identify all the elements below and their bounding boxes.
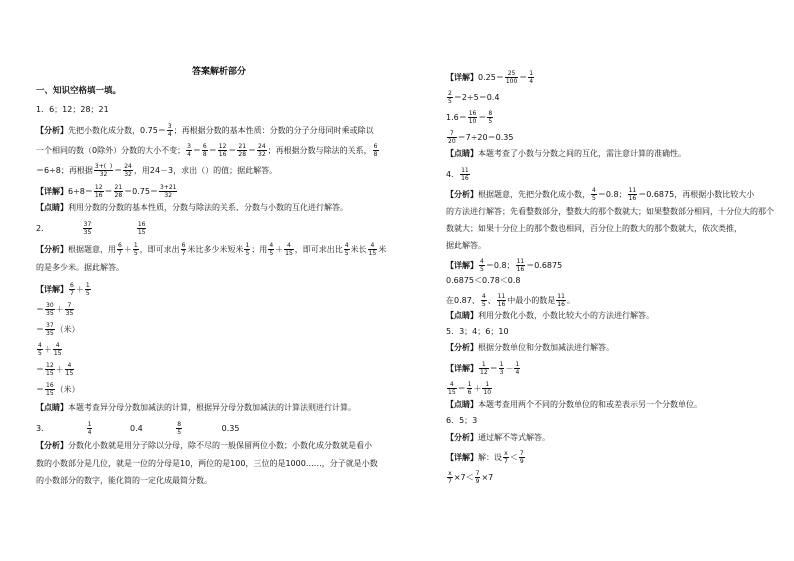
q5-answer: 5．3；4；6；10	[446, 327, 509, 336]
q4-result: 在0.87、 $\frac{4}{5}$ 、 $\frac{11}{16}$ 中最小的数是 $\frac{11}{16}$ 。	[446, 293, 575, 308]
q1-analysis-line3: ＝6÷8；再根据 $\frac{3+( )}{32}$ ＝ $\frac{24}{32}$ ，用24－3，求出（）的值；据此解答。	[36, 163, 278, 178]
q1-answer: 1．6；12；28；21	[36, 105, 109, 114]
q2-detail-6: ＝ $\frac{16}{15}$ （米）	[36, 382, 80, 397]
q3-analysis-line1: 【分析】分数化小数就是用分子除以分母，除不尽的一般保留两位小数；小数化成分数就是看小	[36, 441, 372, 450]
q2-answer: 2． $\frac{37}{35}$ $\frac{16}{15}$	[36, 221, 146, 236]
q4-answer: 4． $\frac{11}{16}$	[446, 167, 469, 182]
q5-detail-2: $\frac{4}{15}$ ＝ $\frac{1}{6}$ ＋ $\frac{1}{10}$	[448, 381, 492, 396]
q5-comment: 【点睛】本题考查用两个不同的分数单位的和或差表示另一个分数单位。	[446, 400, 702, 409]
q4-detail: 【详解】 $\frac{4}{5}$ ＝0.8； $\frac{11}{16}$ ＝0.6875	[446, 258, 563, 273]
q3-detail-3: 1.6＝ $\frac{16}{10}$ ＝ $\frac{8}{5}$	[446, 110, 493, 125]
q2-detail-1: 【详解】 $\frac{6}{7}$ ＋ $\frac{1}{5}$	[36, 282, 90, 297]
q3-detail-1: 【详解】0.25＝ $\frac{25}{100}$ ＝ $\frac{1}{4}$	[446, 70, 534, 85]
q2-detail-3: ＝ $\frac{37}{35}$ （米）	[36, 322, 80, 337]
q4-analysis-line3: 数就大；如果十分位上的那个数也相同，百分位上的数大的那个数就大，依次类推，	[446, 224, 742, 233]
q3-detail-2: $\frac{2}{5}$ ＝2÷5＝0.4	[448, 90, 500, 105]
q2-detail-5: ＝ $\frac{12}{15}$ ＋ $\frac{4}{15}$	[36, 362, 74, 377]
q4-analysis-line1: 【分析】根据题意，先把分数化成小数， $\frac{4}{5}$ ＝0.8； $\frac{11}{16}$ ＝0.6875，再根据小数比较大小	[446, 187, 755, 202]
q2-detail-4: $\frac{4}{5}$ ＋ $\frac{4}{15}$	[38, 342, 62, 357]
q4-compare: 0.6875＜0.78＜0.8	[446, 276, 521, 285]
q6-detail-1: 【详解】解：设 $\frac{x}{7}$ ＜ $\frac{7}{9}$	[446, 450, 524, 465]
q2-analysis-line1: 【分析】根据题意，用 $\frac{6}{7}$ ＋ $\frac{1}{5}$ ，即可求出 $\frac{6}{7}$ 米比多少米短米 $\frac{1}{5}$ ；用 $\frac{4}{5}$ ＋ $\frac{4}{15}$ ，即可求出比 $\frac{4}{5}$ 米长 $\frac{4}{15}$ 米	[36, 242, 387, 257]
page-title: 答案解析部分	[192, 67, 247, 77]
q1-comment: 【点睛】利用分数的分数的基本性质，分数与除法的关系、分数与小数的互化进行解答。	[36, 203, 348, 212]
q6-detail-2: $\frac{x}{7}$ ×7＜ $\frac{7}{9}$ ×7	[448, 470, 494, 485]
section-heading: 一、知识空格填一填。	[36, 86, 122, 96]
q5-detail-1: 【详解】 $\frac{1}{12}$ ＝ $\frac{1}{3}$ － $\frac{1}{4}$	[446, 361, 520, 376]
q4-analysis-line2: 的方法进行解答；先看整数部分，整数大的那个数就大；如果整数部分相同，十分位大的那个	[446, 207, 774, 216]
q2-analysis-line2: 的是多少米。据此解答。	[36, 263, 124, 272]
q1-analysis-line2: 一个相同的数（0除外）分数的大小不变； $\frac{3}{4}$ ＝ $\frac{6}{8}$ ＝ $\frac{12}{16}$ ＝ $\frac{21}{28}$ ＝ $\frac{24}{32}$ ；再根据分数与除法的关系， $\frac{6}{8}$	[36, 143, 378, 158]
q2-comment: 【点睛】本题考查异分母分数加减法的计算，根据异分母分数加减法的计算法则进行计算。	[36, 403, 356, 412]
q5-analysis: 【分析】根据分数单位和分数加减法进行解答。	[446, 343, 614, 352]
q6-analysis: 【分析】通过解不等式解答。	[446, 433, 550, 442]
q3-detail-4: $\frac{7}{20}$ ＝7÷20＝0.35	[448, 130, 514, 145]
q4-analysis-line4: 据此解答。	[446, 241, 486, 250]
q3-analysis-line2: 数的小数部分是几位，就是一位的分母是10，两位的是100，三位的是1000……，分子就是小数	[36, 459, 378, 468]
q2-detail-2: ＝ $\frac{30}{35}$ ＋ $\frac{7}{35}$	[36, 302, 74, 317]
q1-detail: 【详解】6÷8＝ $\frac{12}{16}$ ＝ $\frac{21}{28}$ ＝0.75＝ $\frac{3+21}{32}$	[36, 184, 177, 199]
q1-analysis-line1: 【分析】先把小数化成分数，0.75＝ $\frac{3}{4}$ ；再根据分数的基本性质：分数的分子分母同时乘或除以	[36, 123, 374, 138]
q6-answer: 6．5；3	[446, 416, 478, 425]
q3-answer: 3． $\frac{1}{4}$ 0.4 $\frac{8}{5}$ 0.35	[36, 421, 240, 436]
q3-analysis-line3: 的小数部分的数字，能化简的一定化成最简分数。	[36, 476, 212, 485]
q4-comment: 【点睛】利用分数化小数，小数比较大小的方法进行解答。	[446, 311, 654, 320]
q3-comment: 【点睛】本题考查了小数与分数之间的互化，需注意计算的准确性。	[446, 149, 686, 158]
